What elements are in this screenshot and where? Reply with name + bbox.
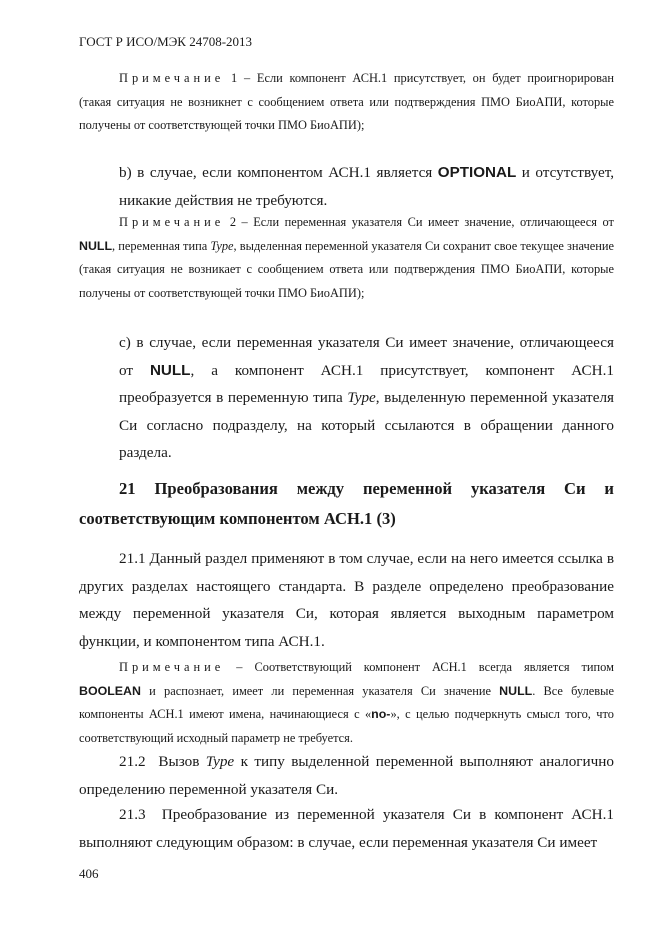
note-text: », с целью подчеркнуть смысл того, что соответствующий исходный параметр не требуется.	[79, 707, 614, 745]
paragraph-text: 21.1 Данный раздел применяют в том случае, если на него имеется ссылка в других разделах настоящего стандарта. В разделе определено преобразование между переменной указателя Си, которая является выходным параметром функции, и компонентом типа АСН.1.	[79, 550, 614, 650]
note-text: . Все булевые компоненты АСН.1 имеют имена, начинающиеся с «	[79, 683, 614, 721]
paragraph-21-1	[79, 545, 614, 655]
type-word: Type	[210, 238, 234, 253]
item-marker: b)	[119, 164, 132, 181]
keyword-null: NULL	[499, 683, 533, 698]
item-marker: c)	[119, 334, 131, 351]
note-text: , выделенная переменной указателя Си сохранит свое текущее значение (такая ситуация не возникает с сообщением ответа или подтверждения ПМО БиоАПИ, которые получены от соответствующей точки ПМО БиоАПИ);	[79, 238, 614, 300]
note-text: Соответствующий компонент АСН.1 всегда является типом	[254, 660, 614, 674]
keyword-no: no-	[371, 707, 391, 721]
note-3	[79, 656, 614, 750]
keyword-null: NULL	[79, 238, 113, 253]
section-title: Преобразования между переменной указателя Си и соответствующим компонентом АСН.1 (3)	[79, 479, 614, 528]
note-label: Примечание	[119, 660, 225, 674]
note-text: , переменная типа	[112, 238, 208, 253]
list-item-c	[79, 329, 614, 467]
note-number: 1	[231, 71, 238, 85]
paragraph-number: 21.3	[119, 806, 146, 823]
item-text: в случае, если компонентом АСН.1 является	[137, 164, 433, 181]
note-dash: –	[241, 215, 248, 229]
note-dash: –	[236, 660, 243, 674]
note-dash: –	[243, 71, 251, 85]
note-label: Примечание	[119, 71, 225, 85]
type-word: Type	[347, 389, 376, 406]
item-text: и отсутствует, никакие действия не требуются.	[119, 164, 615, 209]
note-text: и распознает, имеет ли переменная указателя Си значение	[149, 683, 491, 698]
paragraph-text: к типу выделенной переменной выполняют аналогично определению переменной указателя Си.	[79, 753, 615, 798]
note-1	[79, 67, 614, 138]
type-word: Type	[205, 753, 235, 770]
note-text: Если переменная указателя Си имеет значение, отличающееся от	[253, 215, 614, 229]
paragraph-text: Вызов	[158, 753, 200, 770]
section-number: 21	[119, 479, 136, 498]
note-number: 2	[229, 215, 237, 229]
keyword-optional: OPTIONAL	[437, 164, 517, 181]
paragraph-21-3	[79, 801, 614, 856]
note-label: Примечание	[119, 215, 225, 229]
note-text: Если компонент АСН.1 присутствует, он будет проигнорирован (такая ситуация не возникнет с сообщением ответа или подтверждения ПМО БиоАПИ, которые получены от соответствующей точки ПМО БиоАПИ);	[79, 71, 614, 132]
note-2	[79, 211, 614, 305]
section-heading	[79, 474, 614, 534]
keyword-boolean: BOOLEAN	[79, 683, 141, 698]
document-header: ГОСТ Р ИСО/МЭК 24708-2013	[79, 34, 253, 49]
paragraph-text: Преобразование из переменной указателя Си в компонент АСН.1 выполняют следующим образом: в случае, если переменная указателя Си имеет	[79, 806, 615, 851]
item-text: , выделенную переменной указателя Си согласно подразделу, на который ссылаются в обращении данного раздела.	[119, 389, 615, 461]
page-number: 406	[79, 866, 99, 881]
item-text: , а компонент АСН.1 присутствует, компонент АСН.1 преобразуется в переменную типа	[119, 361, 615, 406]
paragraph-number: 21.2	[119, 753, 146, 770]
paragraph-21-2	[79, 748, 614, 803]
item-text: в случае, если переменная указателя Си имеет значение, отличающееся от	[119, 334, 615, 379]
keyword-null: NULL	[149, 361, 191, 379]
list-item-b	[79, 159, 614, 214]
